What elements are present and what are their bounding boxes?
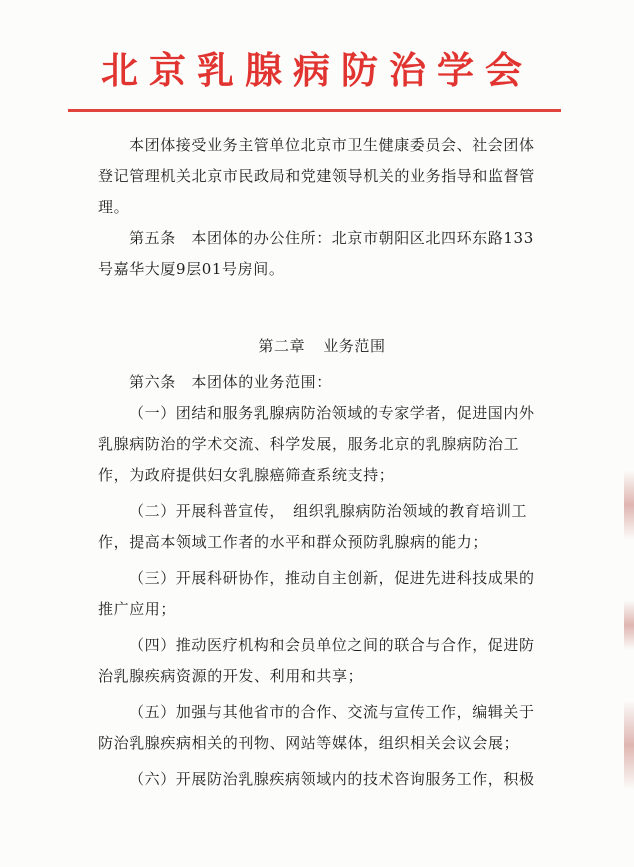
seal-edge-mark-upper <box>624 470 634 540</box>
list-item-scope-6: （六）开展防治乳腺疾病领域内的技术咨询服务工作，积极 <box>129 770 535 788</box>
list-item-scope-2: （二）开展科普宣传， 组织乳腺病防治领域的教育培训工作，提高本领域工作者的水平和群众预防乳腺病的能力； <box>98 502 528 551</box>
list-item-scope-5: （五）加强与其他省市的合作、交流与宣传工作，编辑关于防治乳腺疾病相关的刊物、网站等媒体，组织相关会议会展； <box>98 703 535 752</box>
seal-edge-mark-lower <box>624 700 634 790</box>
seal-edge-mark-middle <box>624 600 634 650</box>
paragraph-supervision: 本团体接受业务主管单位北京市卫生健康委员会、社会团体登记管理机关北京市民政局和党建领导机关的业务指导和监督管理。 <box>98 136 535 216</box>
list-item-scope-4: （四）推动医疗机构和会员单位之间的联合与合作，促进防治乳腺疾病资源的开发、利用和共享； <box>98 636 535 685</box>
organization-letterhead-title: 北京乳腺病防治学会 <box>101 48 533 92</box>
list-item-scope-3: （三）开展科研协作，推动自主创新，促进先进科技成果的推广应用； <box>98 569 535 618</box>
chapter-number: 第二章 <box>258 337 306 355</box>
paragraph-article-6-intro: 第六条 本团体的业务范围： <box>129 373 332 391</box>
list-item-scope-1: （一）团结和服务乳腺病防治领域的专家学者，促进国内外乳腺病防治的学术交流、科学发展，服务北京的乳腺病防治工作，为政府提供妇女乳腺癌筛查系统支持； <box>98 404 535 484</box>
chapter-name: 业务范围 <box>323 337 386 355</box>
chapter-heading <box>98 331 546 362</box>
letterhead-red-rule <box>68 109 561 112</box>
paragraph-article-5-address: 第五条 本团体的办公住所：北京市朝阳区北四环东路133号嘉华大厦9层01号房间。 <box>98 229 534 278</box>
